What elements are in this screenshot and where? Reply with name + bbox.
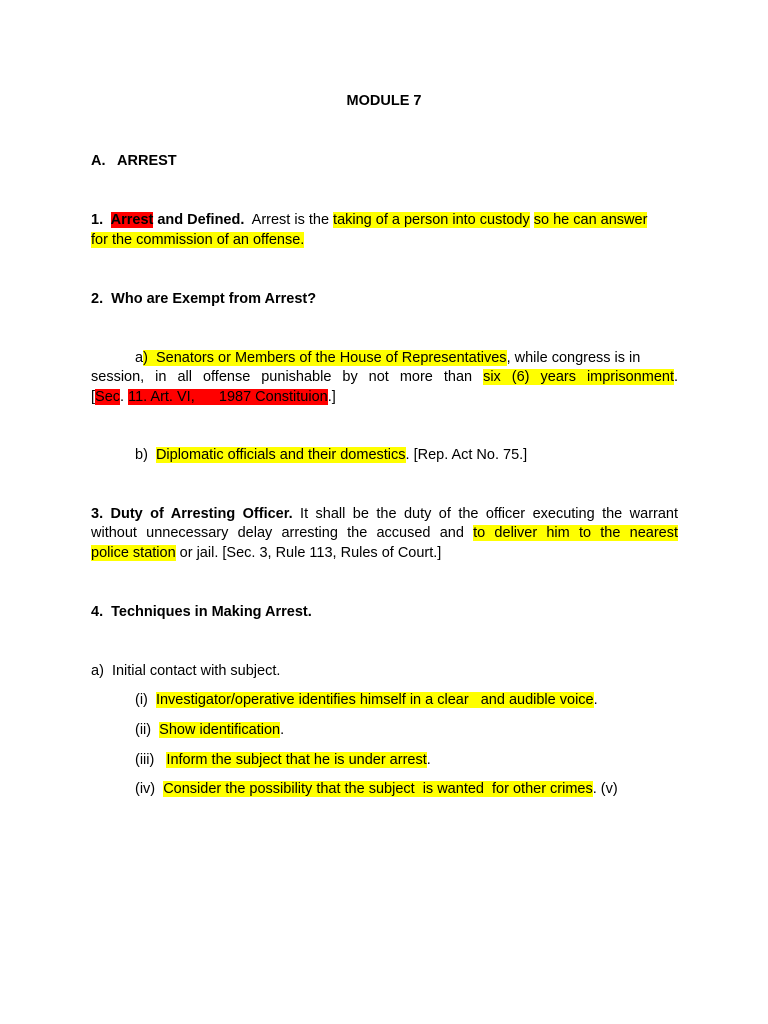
list-item-highlight: Investigator/operative identifies himself in a clear and audible voice	[155, 692, 594, 708]
list-item	[135, 751, 431, 770]
s1-highlight-custody: taking of a person into custody	[333, 212, 530, 228]
list-item	[135, 691, 598, 710]
s1-number: 1.	[91, 212, 111, 228]
s2a-line-3	[91, 388, 336, 407]
s2a-line-2	[91, 368, 678, 387]
s1-heading-rest: and Defined.	[153, 212, 245, 228]
s2a-bracket-open: [	[91, 389, 96, 405]
list-item-marker: (iii)	[135, 752, 167, 768]
s2a-red-article: 11. Art. VI, 1987 Constituion	[128, 389, 328, 405]
s2a-line-1	[135, 349, 640, 368]
list-item-highlight: Inform the subject that he is under arrest	[166, 752, 427, 768]
s3-highlight-police-station: police station	[91, 545, 176, 561]
s3-text-2: without unnecessary delay arresting the accused and	[91, 525, 474, 541]
s4-heading: 4. Techniques in Making Arrest.	[91, 604, 312, 620]
list-item-marker: (ii)	[135, 722, 160, 738]
s3-text-3: or jail. [Sec. 3, Rule 113, Rules of Court.]	[175, 545, 442, 561]
list-item	[135, 780, 618, 799]
section-a-heading: A. ARREST	[91, 153, 177, 169]
s3-line-2	[91, 524, 678, 543]
module-title: MODULE 7	[346, 93, 422, 109]
s2-heading: 2. Who are Exempt from Arrest?	[91, 291, 317, 307]
list-item-after: .	[280, 722, 285, 738]
list-item-marker: (iv)	[135, 781, 164, 797]
s1-highlight-answer: so he can answer	[533, 212, 648, 228]
s3-line-3	[91, 544, 441, 563]
list-item-highlight: Consider the possibility that the subject is wanted for other crimes	[163, 781, 593, 797]
s2a-marker: a	[135, 350, 144, 366]
s3-line-1	[91, 505, 678, 524]
s2b-text: . [Rep. Act No. 75.]	[405, 447, 528, 463]
s1-line-2	[91, 231, 304, 250]
list-item-after: . (v)	[592, 781, 618, 797]
list-item-marker: (i)	[135, 692, 156, 708]
list-item	[135, 721, 284, 740]
s2a-highlight-years: six (6) years imprisonment	[483, 369, 674, 385]
s2b-marker: b)	[135, 447, 156, 463]
s2a-bracket-close: .]	[327, 389, 336, 405]
s2a-highlight-senators: ) Senators or Members of the House of Representatives	[143, 350, 507, 366]
s2a-text-5: .	[120, 389, 129, 405]
s4a-heading: a) Initial contact with subject.	[91, 663, 281, 679]
s2b-highlight-diplomatic: Diplomatic officials and their domestics	[155, 447, 406, 463]
s2b-line	[135, 446, 527, 465]
list-item-after: .	[426, 752, 431, 768]
s2a-text-1: , while congress is in	[506, 350, 641, 366]
list-item-after: .	[593, 692, 598, 708]
s3-highlight-deliver: to deliver him to the nearest	[473, 525, 678, 541]
s3-text-1: It shall be the duty of the officer executing the warrant	[292, 506, 679, 522]
s2a-red-sec: Sec	[95, 389, 121, 405]
s1-highlight-offense: for the commission of an offense.	[91, 232, 305, 248]
s1-term-arrest: Arrest	[110, 212, 154, 228]
s3-heading: 3. Duty of Arresting Officer.	[91, 506, 293, 522]
s2a-text-3: .	[673, 369, 679, 385]
s1-line-1	[91, 211, 647, 230]
list-item-highlight: Show identification	[159, 722, 281, 738]
s1-text: Arrest is the	[244, 212, 334, 228]
s2a-text-2: session, in all offense punishable by not more than	[91, 369, 484, 385]
